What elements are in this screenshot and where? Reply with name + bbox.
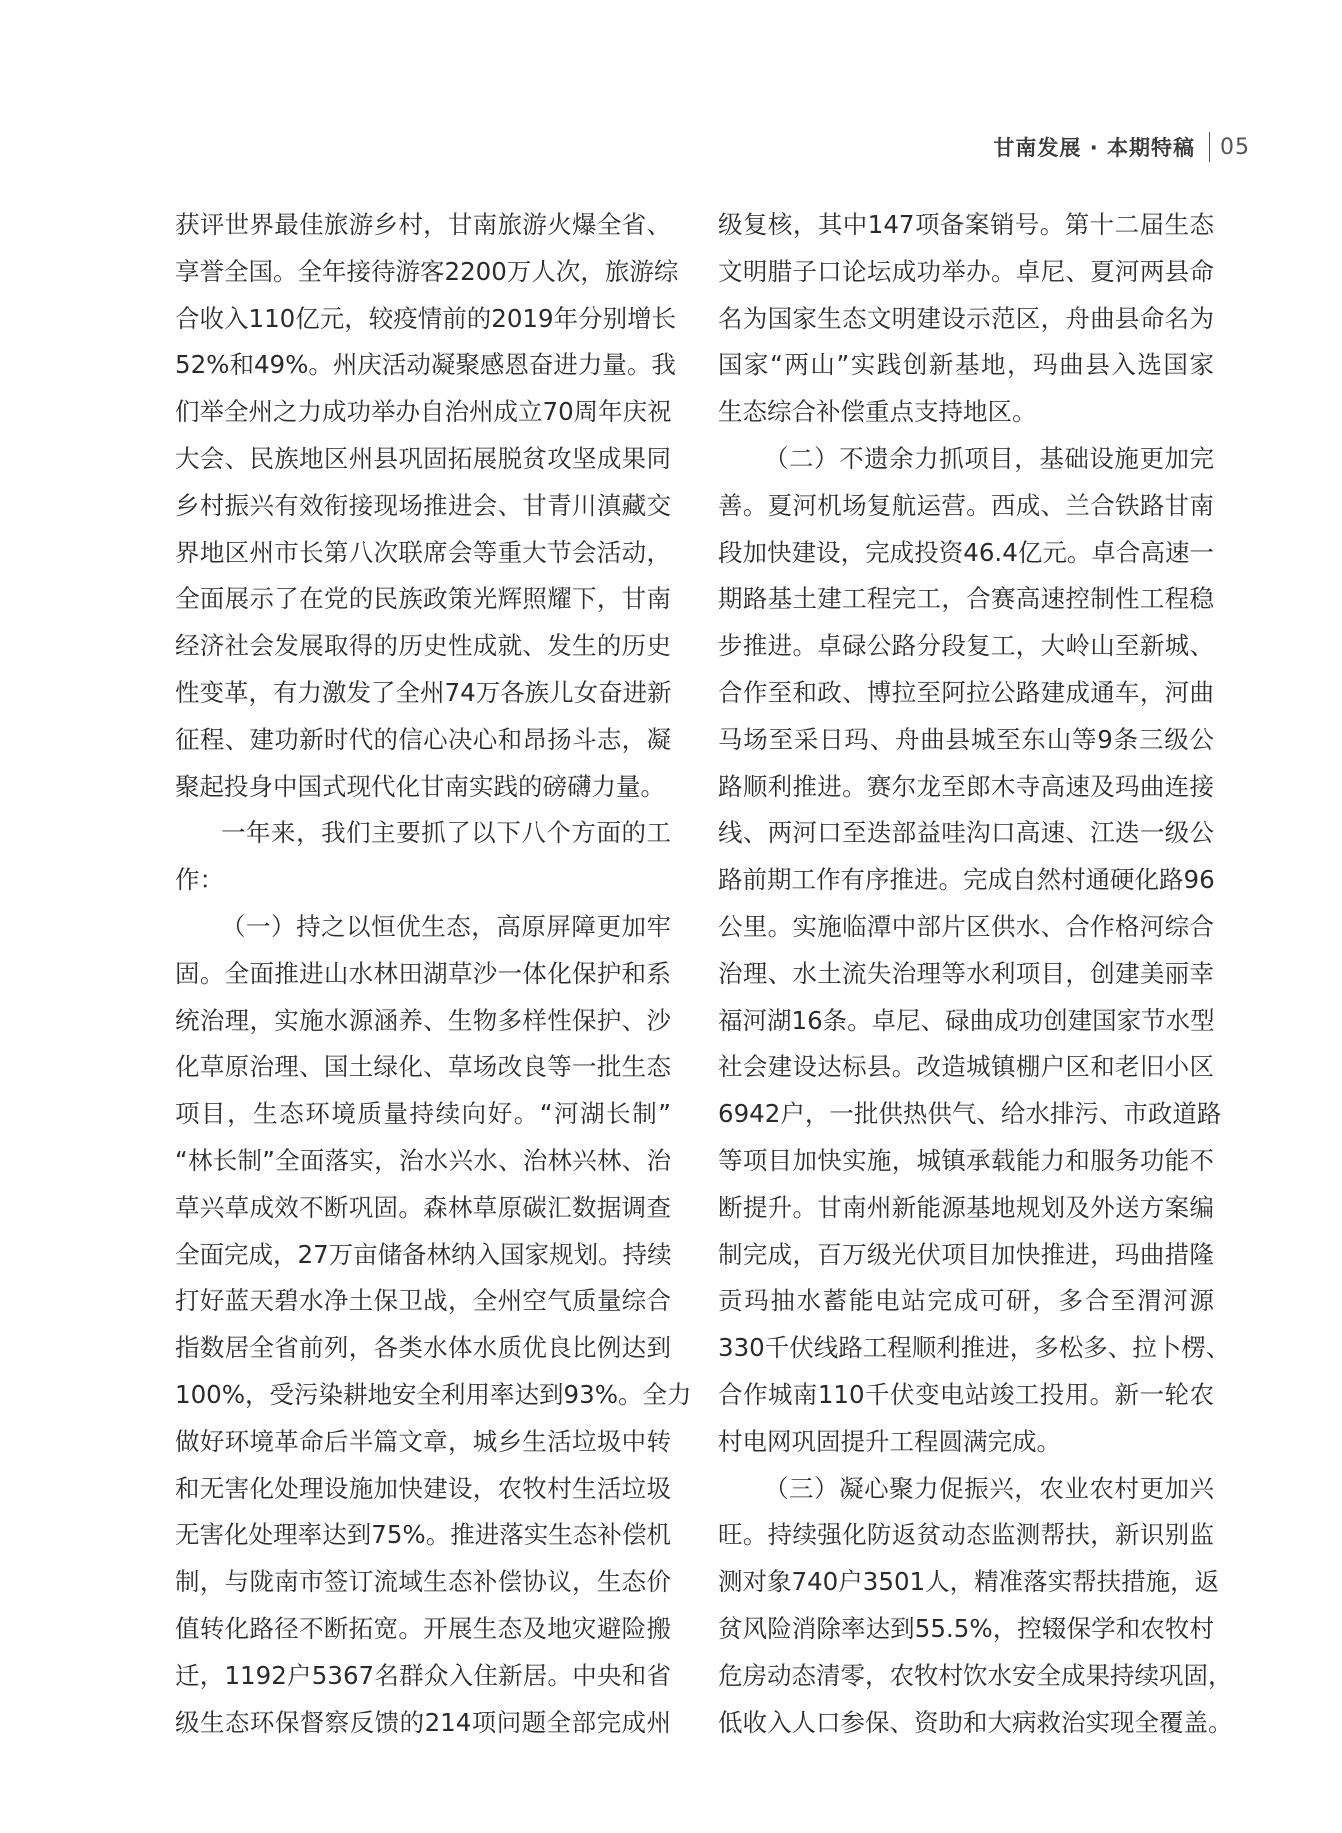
text-line: 无害化处理率达到75%。推进落实生态补偿机: [175, 1520, 671, 1550]
text-line: 贡玛抽水蓄能电站完成可研，多合至渭河源: [718, 1286, 1214, 1316]
page-number: 05: [1220, 134, 1250, 160]
text-line: 全面完成，27万亩储备林纳入国家规划。持续: [175, 1239, 672, 1269]
text-line: 化草原治理、国土绿化、草场改良等一批生态: [175, 1052, 671, 1082]
text-line: 制，与陇南市签订流域生态补偿协议，生态价: [175, 1567, 671, 1597]
text-line: 做好环境革命后半篇文章，城乡生活垃圾中转: [175, 1426, 671, 1456]
right-column: [718, 202, 1233, 1746]
running-header: [993, 130, 1250, 164]
text-line: 福河湖16条。卓尼、碌曲成功创建国家节水型: [718, 1005, 1215, 1035]
text-line: 项目，生态环境质量持续向好。“河湖长制”: [175, 1099, 671, 1129]
paragraph-start: 一年来，我们主要抓了以下八个方面的工: [221, 818, 671, 848]
text-line: 100%，受污染耕地安全利用率达到93%。全力: [175, 1379, 692, 1409]
text-line: 6942户，一批供热供气、给水排污、市政道路: [718, 1099, 1222, 1129]
section-heading-line: （二）不遗余力抓项目，基础设施更加完: [764, 443, 1214, 473]
text-line: 和无害化处理设施加快建设，农牧村生活垃圾: [175, 1473, 671, 1503]
text-line: 作：: [175, 865, 224, 895]
text-line: 统治理，实施水源涵养、生物多样性保护、沙: [175, 1005, 671, 1035]
text-line: 打好蓝天碧水净土保卫战，全州空气质量综合: [175, 1286, 671, 1316]
text-line: 52%和49%。州庆活动凝聚感恩奋进力量。我: [175, 350, 676, 380]
text-line: 迁，1192户5367名群众入住新居。中央和省: [175, 1660, 671, 1690]
text-line: “林长制”全面落实，治水兴水、治林兴林、治: [175, 1145, 671, 1175]
text-line: 公里。实施临潭中部片区供水、合作格河综合: [718, 911, 1214, 941]
text-line: 马场至采日玛、舟曲县城至东山等9条三级公: [718, 724, 1214, 754]
text-line: 危房动态清零，农牧村饮水安全成果持续巩固，: [718, 1660, 1233, 1690]
text-line: 全面展示了在党的民族政策光辉照耀下，甘南: [175, 584, 671, 614]
text-line: 指数居全省前列，各类水体水质优良比例达到: [175, 1333, 671, 1363]
text-line: 线、两河口至迭部益哇沟口高速、江迭一级公: [718, 818, 1214, 848]
text-line: 性变革，有力激发了全州74万各族儿女奋进新: [175, 677, 672, 707]
text-line: 生态综合补偿重点支持地区。: [718, 397, 1037, 427]
text-line: 合作至和政、博拉至阿拉公路建成通车，河曲: [718, 677, 1214, 707]
text-line: 国家“两山”实践创新基地，玛曲县入选国家: [718, 350, 1214, 380]
text-line: 固。全面推进山水林田湖草沙一体化保护和系: [175, 958, 671, 988]
text-line: 乡村振兴有效衔接现场推进会、甘青川滇藏交: [175, 490, 671, 520]
text-line: 断提升。甘南州新能源基地规划及外送方案编: [718, 1192, 1214, 1222]
text-line: 合收入110亿元，较疫情前的2019年分别增长: [175, 303, 677, 333]
section-heading-line: （一）持之以恒优生态，高原屏障更加牢: [221, 911, 671, 941]
text-line: 名为国家生态文明建设示范区，舟曲县命名为: [718, 303, 1214, 333]
text-line: 期路基土建工程完工，合赛高速控制性工程稳: [718, 584, 1214, 614]
text-line: 级复核，其中147项备案销号。第十二届生态: [718, 210, 1214, 239]
text-line: 旺。持续强化防返贫动态监测帮扶，新识别监: [718, 1520, 1214, 1550]
text-line: 草兴草成效不断巩固。森林草原碳汇数据调查: [175, 1192, 671, 1222]
text-line: 级生态环保督察反馈的214项问题全部完成州: [175, 1707, 671, 1737]
text-line: 等项目加快实施，城镇承载能力和服务功能不: [718, 1145, 1214, 1175]
text-line: 低收入人口参保、资助和大病救治实现全覆盖。: [718, 1707, 1233, 1737]
text-line: 善。夏河机场复航运营。西成、兰合铁路甘南: [718, 490, 1214, 520]
section-heading-line: （三）凝心聚力促振兴，农业农村更加兴: [764, 1473, 1214, 1503]
text-line: 村电网巩固提升工程圆满完成。: [718, 1426, 1061, 1456]
section-title: 甘南发展 · 本期特稿: [993, 136, 1195, 160]
text-line: 制完成，百万级光伏项目加快推进，玛曲措隆: [718, 1239, 1214, 1269]
text-line: 值转化路径不断拓宽。开展生态及地灾避险搬: [175, 1613, 671, 1643]
left-column: [175, 202, 692, 1746]
text-line: 段加快建设，完成投资46.4亿元。卓合高速一: [718, 537, 1214, 567]
text-line: 征程、建功新时代的信心决心和昂扬斗志，凝: [175, 724, 671, 754]
text-line: 们举全州之力成功举办自治州成立70周年庆祝: [175, 397, 672, 427]
text-line: 聚起投身中国式现代化甘南实践的磅礴力量。: [175, 771, 665, 801]
text-line: 路前期工作有序推进。完成自然村通硬化路96: [718, 865, 1215, 895]
text-line: 享誉全国。全年接待游客2200万人次，旅游综: [175, 256, 679, 286]
text-line: 治理、水土流失治理等水利项目，创建美丽幸: [718, 958, 1214, 988]
text-line: 330千伏线路工程顺利推进，多松多、拉卜楞、: [718, 1333, 1231, 1363]
text-line: 界地区州市长第八次联席会等重大节会活动，: [175, 537, 671, 567]
text-line: 大会、民族地区州县巩固拓展脱贫攻坚成果同: [175, 443, 671, 473]
text-line: 步推进。卓碌公路分段复工，大岭山至新城、: [718, 631, 1214, 661]
text-line: 路顺利推进。赛尔龙至郎木寺高速及玛曲连接: [718, 771, 1214, 801]
text-line: 测对象740户3501人，精准落实帮扶措施，返: [718, 1567, 1220, 1597]
text-line: 经济社会发展取得的历史性成就、发生的历史: [175, 631, 671, 661]
text-line: 获评世界最佳旅游乡村，甘南旅游火爆全省、: [175, 210, 671, 239]
text-line: 社会建设达标县。改造城镇棚户区和老旧小区: [718, 1052, 1214, 1082]
text-line: 贫风险消除率达到55.5%，控辍保学和农牧村: [718, 1613, 1214, 1643]
text-line: 文明腊子口论坛成功举办。卓尼、夏河两县命: [718, 256, 1214, 286]
text-line: 合作城南110千伏变电站竣工投用。新一轮农: [718, 1379, 1214, 1409]
header-divider: [1209, 132, 1210, 162]
